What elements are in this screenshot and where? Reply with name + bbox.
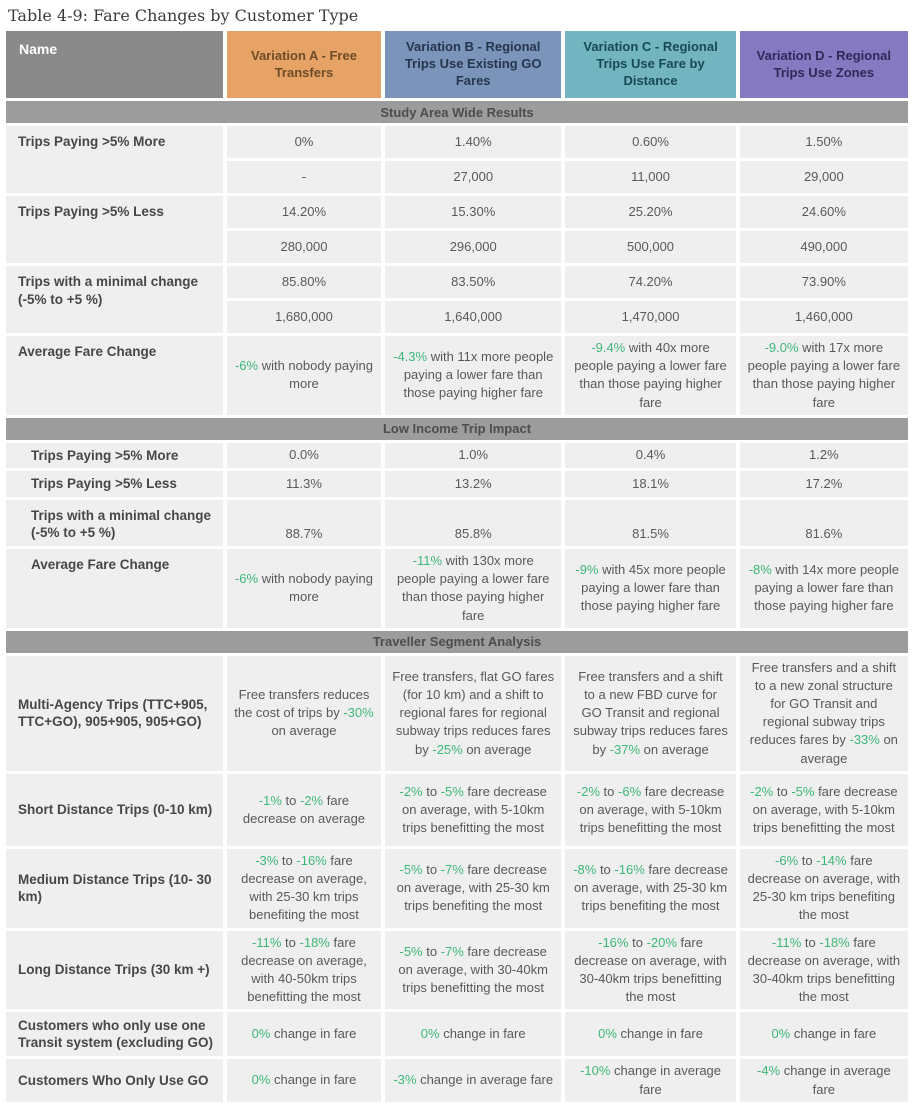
value-cell	[385, 549, 561, 628]
value-cell	[740, 1012, 908, 1056]
green-percentage: -11%	[771, 934, 802, 950]
section-row	[6, 101, 908, 123]
value-cell: 85.8%	[385, 500, 561, 546]
table-row	[6, 849, 908, 928]
value-cell	[565, 1012, 735, 1056]
cell-text: fare decrease on average, with 30-40km trips benefitting the most	[747, 934, 901, 1005]
value-cell: 29,000	[740, 161, 908, 193]
green-percentage: -8%	[573, 861, 597, 877]
value-cell	[227, 656, 381, 771]
cell-text: on average	[462, 741, 532, 757]
table-row	[6, 1059, 908, 1101]
value-cell	[565, 549, 735, 628]
value-cell: 1.40%	[385, 126, 561, 158]
value-cell: 0.0%	[227, 443, 381, 469]
value-cell: 296,000	[385, 231, 561, 263]
cell-text: to	[798, 852, 817, 868]
value-cell	[565, 1059, 735, 1101]
row-label-minimal-change: Trips with a minimal change (-5% to +5 %)	[6, 500, 223, 546]
cell-text: fare decrease on average, with 5-10km trips benefitting the most	[752, 783, 898, 835]
cell-text: on average	[271, 723, 337, 739]
value-cell	[227, 931, 381, 1010]
cell-text: to	[801, 934, 820, 950]
value-cell: 83.50%	[385, 266, 561, 298]
section-row	[6, 631, 908, 653]
value-cell: 1.2%	[740, 443, 908, 469]
value-cell	[740, 336, 908, 415]
green-percentage: -5%	[440, 783, 464, 799]
value-cell: 81.6%	[740, 500, 908, 546]
green-percentage: -4%	[756, 1063, 781, 1079]
green-percentage: -16%	[614, 861, 645, 877]
value-cell: 11,000	[565, 161, 735, 193]
cell-text: Free transfers and a shift to a new zonal structure for GO Transit and regional subway trips reduces fares by	[749, 659, 897, 748]
table-row	[6, 196, 908, 228]
green-percentage: -11%	[412, 552, 443, 568]
green-percentage: 0%	[251, 1072, 271, 1088]
green-percentage: -6%	[618, 783, 642, 799]
value-cell	[565, 774, 735, 846]
cell-text: with 45x more people paying a lower fare than those paying higher fare	[580, 562, 726, 614]
cell-text: fare decrease on average, with 25-30 km trips benefiting the most	[241, 852, 367, 923]
cell-text: on average	[800, 732, 898, 766]
value-cell: 17.2%	[740, 471, 908, 497]
value-cell: 13.2%	[385, 471, 561, 497]
green-percentage: -4.3%	[393, 349, 428, 365]
value-cell	[385, 931, 561, 1010]
table-row	[6, 443, 908, 469]
value-cell	[385, 849, 561, 928]
section-band-low-income: Low Income Trip Impact	[6, 418, 908, 440]
green-percentage: -9%	[575, 562, 599, 578]
value-cell: 14.20%	[227, 196, 381, 228]
value-cell: 280,000	[227, 231, 381, 263]
green-percentage: -20%	[646, 934, 677, 950]
cell-text: with 14x more people paying a lower fare than those paying higher fare	[754, 562, 899, 614]
value-cell: -	[227, 161, 381, 193]
column-header-name: Name	[6, 31, 223, 98]
cell-text: with 40x more people paying a lower fare than those paying higher fare	[574, 340, 727, 410]
cell-text: change in fare	[270, 1072, 357, 1088]
value-cell	[740, 1059, 908, 1101]
green-percentage: -7%	[440, 861, 464, 877]
table-caption: Table 4-9: Fare Changes by Customer Type	[8, 6, 359, 25]
table-row	[6, 931, 908, 1010]
table-row	[6, 549, 908, 628]
cell-text: to	[422, 943, 441, 959]
cell-text: change in fare	[616, 1026, 703, 1042]
green-percentage: -5%	[399, 943, 423, 959]
green-percentage: -2%	[750, 783, 774, 799]
value-cell	[740, 656, 908, 771]
cell-text: to	[773, 783, 792, 799]
section-band-study-area: Study Area Wide Results	[6, 101, 908, 123]
row-label-minimal-change: Trips with a minimal change (-5% to +5 %)	[6, 266, 223, 333]
table-row	[6, 774, 908, 846]
green-percentage: -16%	[598, 934, 629, 950]
section-band-traveller-segment: Traveller Segment Analysis	[6, 631, 908, 653]
value-cell	[385, 1012, 561, 1056]
column-header-variation-a: Variation A - Free Transfers	[227, 31, 381, 98]
cell-text: Free transfers and a shift to a new FBD curve for GO Transit and regional subway trips reduces fares by	[573, 668, 728, 757]
row-label-go-only-customers: Customers Who Only Use GO	[6, 1059, 223, 1101]
green-percentage: -5%	[791, 783, 815, 799]
value-cell: 15.30%	[385, 196, 561, 228]
cell-text: to	[422, 783, 441, 799]
value-cell	[565, 849, 735, 928]
value-cell	[227, 1059, 381, 1101]
value-cell	[740, 549, 908, 628]
green-percentage: -16%	[296, 852, 327, 868]
cell-text: with nobody paying more	[258, 358, 373, 392]
cell-text: fare decrease on average, with 5-10km trips benefitting the most	[579, 783, 725, 835]
table-row	[6, 656, 908, 771]
value-cell	[227, 1012, 381, 1056]
value-cell	[740, 931, 908, 1010]
value-cell: 74.20%	[565, 266, 735, 298]
cell-text: fare decrease on average, with 30-40km trips benefitting the most	[574, 934, 727, 1005]
green-percentage: -2%	[576, 783, 600, 799]
cell-text: fare decrease on average, with 30-40km trips benefitting the most	[398, 943, 548, 996]
value-cell: 1,680,000	[227, 301, 381, 333]
column-header-variation-d: Variation D - Regional Trips Use Zones	[740, 31, 908, 98]
row-label-long-distance-trips: Long Distance Trips (30 km +)	[6, 931, 223, 1010]
cell-text: to	[281, 934, 300, 950]
table-row	[6, 336, 908, 415]
green-percentage: -6%	[234, 571, 259, 587]
fare-changes-table	[2, 28, 912, 1105]
cell-text: Free transfers, flat GO fares (for 10 km) and a shift to regional fares for regional subway trips reduces fares by	[392, 668, 555, 757]
row-label-trips-paying-less: Trips Paying >5% Less	[6, 471, 223, 497]
cell-text: to	[278, 852, 297, 868]
cell-text: to	[599, 783, 619, 799]
row-label-single-system-customers: Customers who only use one Transit system (excluding GO)	[6, 1012, 223, 1056]
value-cell	[740, 774, 908, 846]
value-cell: 0.60%	[565, 126, 735, 158]
value-cell: 1,640,000	[385, 301, 561, 333]
value-cell	[740, 849, 908, 928]
value-cell	[385, 336, 561, 415]
row-label-medium-distance-trips: Medium Distance Trips (10- 30 km)	[6, 849, 223, 928]
value-cell: 27,000	[385, 161, 561, 193]
value-cell: 1,470,000	[565, 301, 735, 333]
green-percentage: -9.4%	[591, 340, 626, 355]
green-percentage: -2%	[300, 792, 324, 808]
cell-text: with 11x more people paying a lower fare than those paying higher fare	[403, 349, 554, 401]
green-percentage: -7%	[440, 943, 464, 959]
value-cell	[227, 549, 381, 628]
row-label-trips-paying-more: Trips Paying >5% More	[6, 126, 223, 193]
value-cell	[227, 774, 381, 846]
cell-text: to	[628, 934, 647, 950]
cell-text: with 130x more people paying a lower fare than those paying higher fare	[396, 552, 550, 623]
value-cell: 490,000	[740, 231, 908, 263]
cell-text: change in fare	[270, 1026, 357, 1042]
value-cell: 0%	[227, 126, 381, 158]
column-header-variation-b: Variation B - Regional Trips Use Existing GO Fares	[385, 31, 561, 98]
value-cell	[385, 656, 561, 771]
value-cell	[565, 336, 735, 415]
green-percentage: -5%	[399, 861, 423, 877]
cell-text: to	[422, 861, 441, 877]
table-row	[6, 1012, 908, 1056]
cell-text: fare decrease on average	[242, 792, 366, 826]
green-percentage: 0%	[598, 1026, 617, 1042]
row-label-short-distance-trips: Short Distance Trips (0-10 km)	[6, 774, 223, 846]
value-cell: 24.60%	[740, 196, 908, 228]
cell-text: to	[596, 861, 615, 877]
green-percentage: -3%	[393, 1072, 417, 1088]
green-percentage: -3%	[255, 852, 279, 868]
cell-text: fare decrease on average, with 40-50km trips benefitting the most	[241, 934, 367, 1005]
green-percentage: -18%	[819, 934, 850, 950]
row-label-average-fare-change: Average Fare Change	[6, 549, 223, 628]
value-cell: 88.7%	[227, 500, 381, 546]
value-cell	[565, 931, 735, 1010]
table-row	[6, 266, 908, 298]
green-percentage: 0%	[771, 1026, 791, 1042]
row-label-trips-paying-more: Trips Paying >5% More	[6, 443, 223, 469]
cell-text: change in average fare	[416, 1072, 554, 1088]
green-percentage: -33%	[849, 732, 880, 748]
value-cell: 73.90%	[740, 266, 908, 298]
cell-text: fare decrease on average, with 25-30 km trips benefiting the most	[573, 861, 728, 914]
value-cell: 11.3%	[227, 471, 381, 497]
green-percentage: -11%	[252, 934, 282, 950]
value-cell: 18.1%	[565, 471, 735, 497]
row-label-average-fare-change: Average Fare Change	[6, 336, 223, 415]
cell-text: with nobody paying more	[258, 571, 373, 605]
cell-text: fare decrease on average, with 5-10km trips benefitting the most	[402, 783, 547, 835]
green-percentage: -9.0%	[764, 340, 799, 355]
cell-text: on average	[640, 741, 709, 757]
value-cell	[565, 656, 735, 771]
cell-text: with 17x more people paying a lower fare than those paying higher fare	[747, 340, 901, 410]
green-percentage: -10%	[580, 1063, 611, 1079]
green-percentage: -8%	[748, 562, 772, 578]
table-row	[6, 126, 908, 158]
green-percentage: -1%	[258, 792, 282, 808]
value-cell: 25.20%	[565, 196, 735, 228]
green-percentage: -6%	[775, 852, 799, 868]
cell-text: fare decrease on average, with 25-30 km trips benefiting the most	[747, 852, 901, 923]
green-percentage: -14%	[816, 852, 847, 868]
value-cell	[227, 336, 381, 415]
green-percentage: -30%	[343, 705, 374, 721]
header-row	[6, 31, 908, 98]
cell-text: Free transfers reduces the cost of trips by	[234, 686, 370, 721]
value-cell	[385, 1059, 561, 1101]
value-cell: 85.80%	[227, 266, 381, 298]
green-percentage: -6%	[234, 358, 259, 374]
section-row	[6, 418, 908, 440]
green-percentage: -2%	[399, 783, 423, 799]
table-row	[6, 471, 908, 497]
green-percentage: 0%	[251, 1026, 271, 1042]
value-cell: 0.4%	[565, 443, 735, 469]
value-cell: 1,460,000	[740, 301, 908, 333]
value-cell	[227, 849, 381, 928]
green-percentage: -37%	[609, 741, 641, 757]
value-cell	[385, 774, 561, 846]
row-label-trips-paying-less: Trips Paying >5% Less	[6, 196, 223, 263]
cell-text: change in average fare	[610, 1063, 722, 1097]
table-row	[6, 500, 908, 546]
green-percentage: 0%	[420, 1026, 440, 1042]
green-percentage: -25%	[432, 741, 463, 757]
row-label-multi-agency-trips: Multi-Agency Trips (TTC+905, TTC+GO), 905+905, 905+GO)	[6, 656, 223, 771]
value-cell: 1.50%	[740, 126, 908, 158]
cell-text: to	[281, 792, 300, 808]
cell-text: change in fare	[790, 1026, 877, 1042]
cell-text: change in fare	[439, 1026, 526, 1042]
cell-text: change in average fare	[780, 1063, 891, 1097]
column-header-variation-c: Variation C - Regional Trips Use Fare by Distance	[565, 31, 735, 98]
green-percentage: -18%	[299, 934, 330, 950]
cell-text: fare decrease on average, with 25-30 km trips benefiting the most	[396, 861, 550, 914]
value-cell: 500,000	[565, 231, 735, 263]
value-cell: 81.5%	[565, 500, 735, 546]
value-cell: 1.0%	[385, 443, 561, 469]
